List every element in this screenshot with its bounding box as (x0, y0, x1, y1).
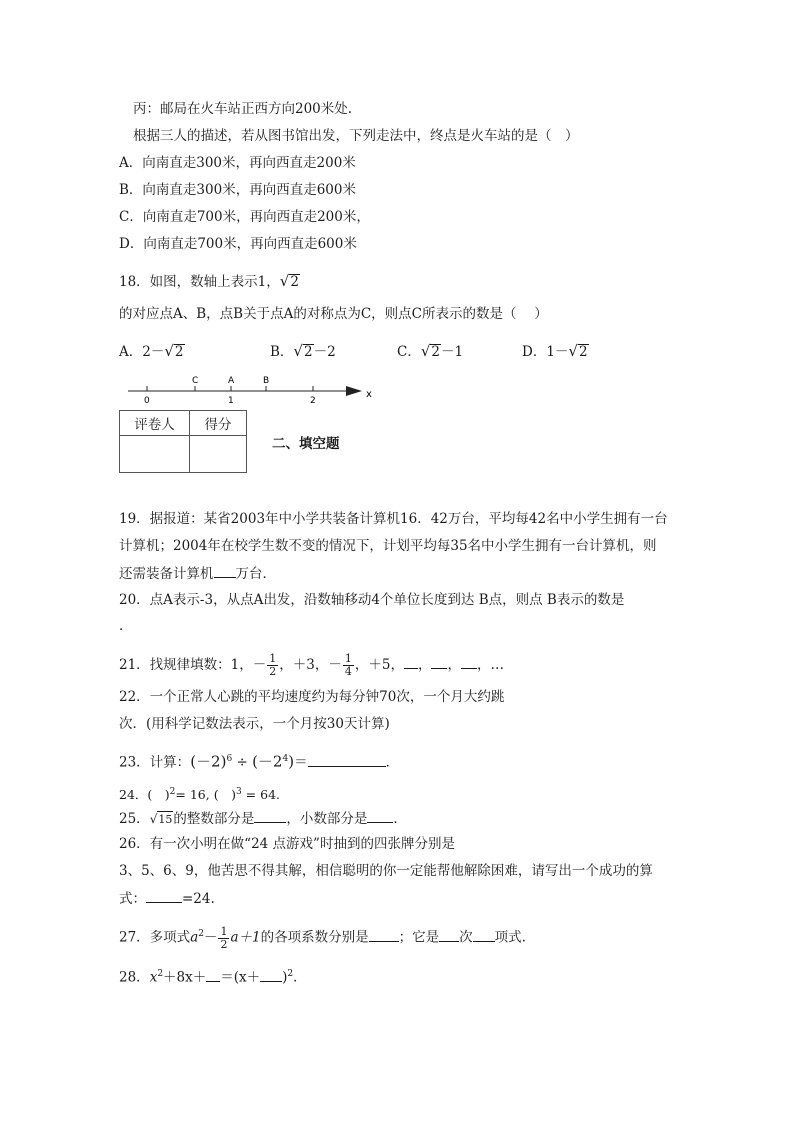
score-table (119, 410, 247, 473)
q27-fraction: $\frac{1}{2}$ (220, 924, 228, 951)
axis-label-x: x (366, 389, 372, 400)
q19-answer-blank[interactable] (214, 564, 236, 578)
q18-option-d: D．1－√2 (522, 342, 588, 360)
q17-statement-bing: 丙：邮局在火车站正西方向200米处. (133, 101, 353, 117)
number-line-figure (120, 370, 380, 406)
tick-label-1: 1 (228, 396, 234, 406)
tick-label-0: 0 (144, 396, 150, 406)
q26-line3: 式： =24. (119, 891, 215, 907)
q22-line2: 次．(用科学记数法表示，一个月按30天计算) (119, 716, 390, 732)
sqrt-symbol: √2 (279, 272, 299, 290)
q19-line3: 还需装备计算机 万台． (119, 566, 276, 582)
q21-fraction-1: $\frac{1}{2}$ (269, 652, 277, 678)
q21-blank-3[interactable] (461, 655, 477, 669)
tick-label-2: 2 (310, 396, 316, 406)
q17-option-d: D．向南直走700米，再向西直走600米 (119, 236, 357, 252)
q17-option-c: C．向南直走700米，再向西直走200米， (119, 209, 370, 225)
q20-line1: 20．点A表示-3，从点A出发，沿数轴移动4个单位长度到达 B点，则点 B表示的数是 (119, 592, 625, 608)
q21-blank-1[interactable] (404, 655, 418, 669)
q23-answer-blank[interactable] (308, 753, 386, 767)
q27-degree-blank[interactable] (439, 928, 459, 942)
q26-answer-blank[interactable] (146, 889, 182, 903)
point-label-a: A (228, 376, 235, 386)
q28-line: 28．$x^2+8x+ =(x+ )^2$． (119, 969, 307, 986)
q18-option-b: B．√2－2 (270, 342, 336, 360)
q22-line1: 22．一个正常人心跳的平均速度约为每分钟70次，一个月大约跳 (119, 689, 505, 705)
score-table-cell-score[interactable] (190, 436, 247, 473)
section-title: 二、填空题 (272, 436, 340, 452)
q18-line1: 18．如图，数轴上表示1，√2 (119, 272, 299, 290)
q27-terms-blank[interactable] (473, 928, 495, 942)
q27-coefficients-blank[interactable] (369, 928, 399, 942)
number-line-arrow (346, 386, 362, 396)
q25-decimal-blank[interactable] (367, 809, 393, 823)
q18-line2: 的对应点A、B，点B关于点A的对称点为C，则点C所表示的数是（ ） (119, 306, 548, 322)
q28-blank-2[interactable] (260, 968, 282, 982)
q18-option-a: A．2－√2 (119, 342, 184, 360)
q20-line2: ． (119, 618, 133, 634)
q26-line1: 26．有一次小明在做“24 点游戏”时抽到的四张牌分别是 (119, 836, 455, 852)
score-table-header-grader: 评卷人 (120, 411, 190, 436)
q28-blank-1[interactable] (206, 968, 220, 982)
q23-line: 23．计算：$(-2)^6 \div (-2^4)=$ ． (119, 752, 400, 771)
q18-option-c: C．√2－1 (397, 342, 464, 360)
q27-line: 27．多项式$a^2-$ $\frac{1}{2}$ a＋1的各项系数分别是 ；它是 次 项式. (119, 924, 526, 951)
q21-blank-2[interactable] (431, 655, 447, 669)
q17-question: 根据三人的描述，若从图书馆出发，下列走法中，终点是火车站的是（ ） (133, 128, 579, 144)
q26-line2: 3、5、6、9，他苦思不得其解，相信聪明的你一定能帮他解除困难，请写出一个成功的算 (119, 863, 653, 879)
q21-line: 21．找规律填数：1，－ $\frac{1}{2}$ ，＋3，－ $\frac{1}{4}$ ，＋5， ， ， ，… (119, 652, 504, 678)
q19-line1: 19．据报道：某省2003年中小学共装备计算机16．42万台，平均每42名中小学生拥有一台 (119, 511, 668, 527)
score-table-cell-grader[interactable] (120, 436, 190, 473)
q17-option-a: A．向南直走300米，再向西直走200米 (119, 155, 356, 171)
q21-fraction-2: $\frac{1}{4}$ (344, 652, 352, 678)
point-label-b: B (263, 376, 270, 386)
q19-line2: 计算机；2004年在校学生数不变的情况下，计划平均每35名中小学生拥有一台计算机，则 (119, 538, 657, 554)
point-label-c: C (192, 376, 199, 386)
q25-integer-blank[interactable] (254, 809, 286, 823)
q24-line: 24．( )$^2$= 16, ( )$^3$ = 64. (119, 787, 281, 803)
q17-option-b: B．向南直走300米，再向西直走600米 (119, 182, 356, 198)
score-table-header-score: 得分 (190, 411, 247, 436)
q25-line: 25．√15的整数部分是 ，小数部分是 ． (119, 811, 407, 827)
